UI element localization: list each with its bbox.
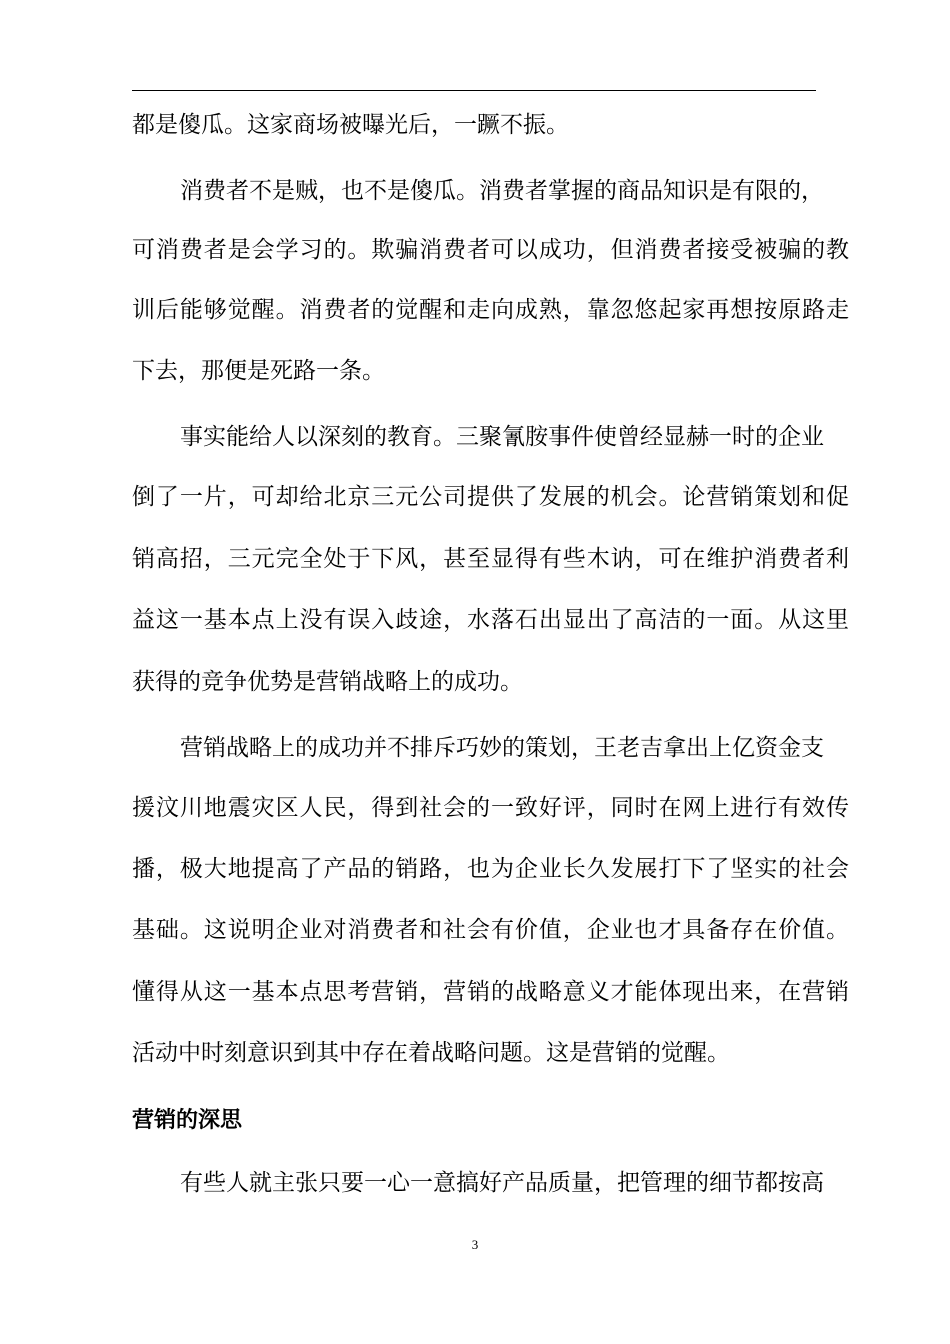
text-line: 援汶川地震灾区人民，得到社会的一致好评，同时在网上进行有效传: [132, 795, 849, 821]
text-line: 事实能给人以深刻的教育。三聚氰胺事件使曾经显赫一时的企业: [180, 424, 824, 450]
header-rule: [132, 90, 816, 91]
text-line: 有些人就主张只要一心一意搞好产品质量，把管理的细节都按高: [180, 1170, 824, 1196]
text-line: 基础。这说明企业对消费者和社会有价值，企业也才具备存在价值。: [132, 917, 849, 943]
text-line: 消费者不是贼，也不是傻瓜。消费者掌握的商品知识是有限的，: [180, 178, 824, 204]
text-line: 益这一基本点上没有误入歧途，水落石出显出了高洁的一面。从这里: [132, 607, 849, 633]
text-line: 播，极大地提高了产品的销路，也为企业长久发展打下了坚实的社会: [132, 856, 849, 882]
text-line: 销高招，三元完全处于下风，甚至显得有些木讷，可在维护消费者利: [132, 546, 849, 572]
text-line: 训后能够觉醒。消费者的觉醒和走向成熟，靠忽悠起家再想按原路走: [132, 297, 849, 323]
text-line: 下去，那便是死路一条。: [132, 358, 385, 384]
text-line: 活动中时刻意识到其中存在着战略问题。这是营销的觉醒。: [132, 1040, 730, 1066]
section-heading: 营销的深思: [132, 1108, 243, 1133]
text-line: 可消费者是会学习的。欺骗消费者可以成功，但消费者接受被骗的教: [132, 237, 849, 263]
text-line: 都是傻瓜。这家商场被曝光后，一蹶不振。: [132, 112, 569, 138]
text-line: 营销战略上的成功并不排斥巧妙的策划，王老吉拿出上亿资金支: [180, 735, 824, 761]
text-line: 获得的竞争优势是营销战略上的成功。: [132, 669, 523, 695]
text-line: 倒了一片，可却给北京三元公司提供了发展的机会。论营销策划和促: [132, 484, 849, 510]
text-line: 懂得从这一基本点思考营销，营销的战略意义才能体现出来，在营销: [132, 979, 849, 1005]
page-number: 3: [471, 1237, 479, 1252]
